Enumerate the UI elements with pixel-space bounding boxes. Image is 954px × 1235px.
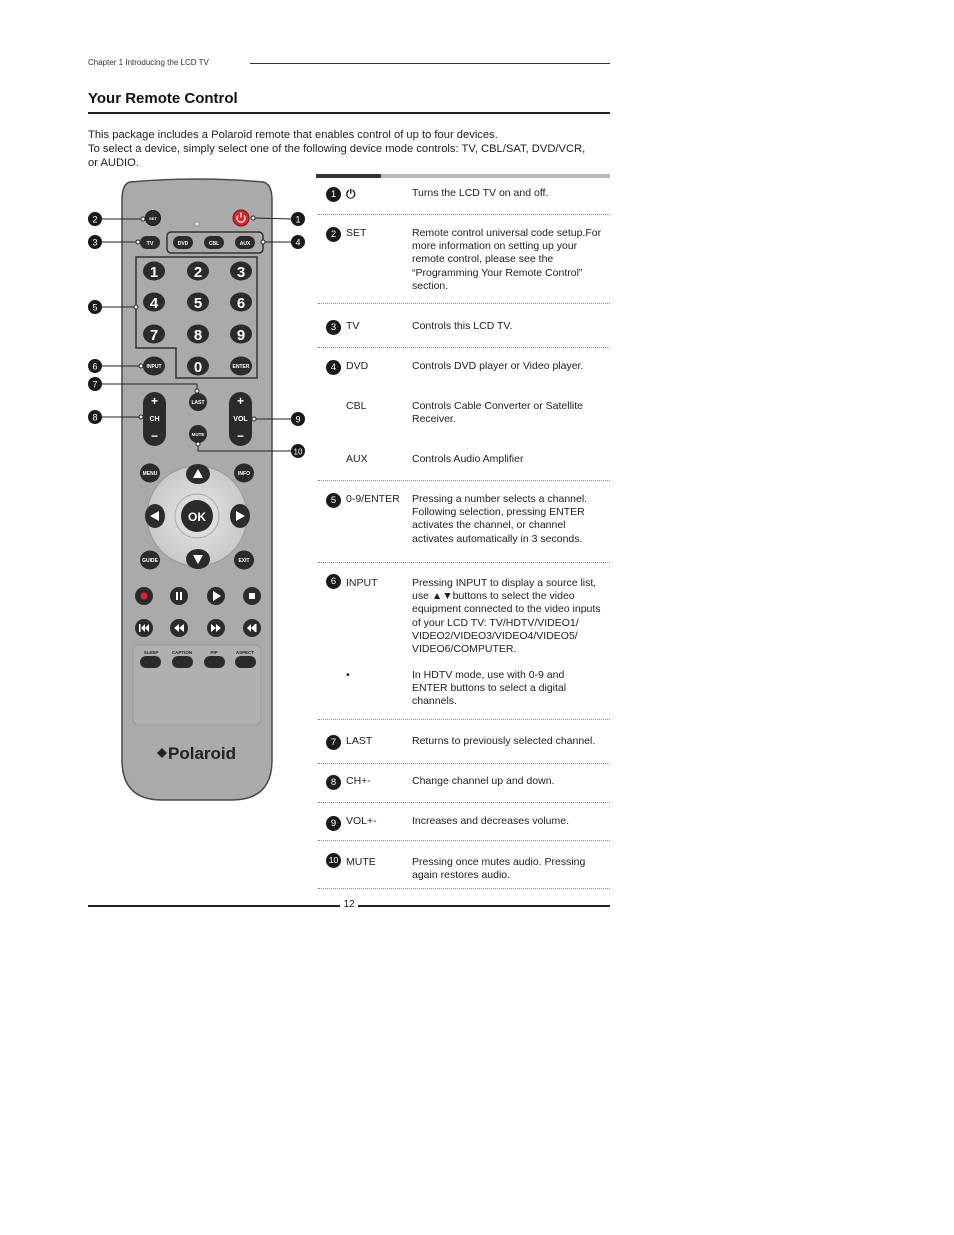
- digit-label: 7: [149, 327, 159, 344]
- power-button[interactable]: [233, 210, 249, 226]
- channel-rocker-label: CH: [149, 416, 160, 423]
- pause-button[interactable]: [170, 587, 188, 605]
- callout-3: [88, 235, 102, 249]
- row-divider: [318, 719, 610, 720]
- channel-rocker[interactable]: [143, 392, 166, 446]
- callout-9: [291, 412, 305, 426]
- intro-line: or AUDIO.: [88, 157, 139, 169]
- footer-rule-left: [88, 905, 340, 907]
- power-key-icon: ⏻: [346, 187, 356, 201]
- exit-button-label: EXIT: [238, 558, 250, 564]
- row-divider: [318, 347, 610, 348]
- row-key: CH+-: [346, 775, 371, 787]
- guide-button-label: GUIDE: [142, 558, 158, 564]
- last-button[interactable]: [189, 393, 207, 411]
- row-number-badge: 7: [326, 735, 341, 750]
- page-title: Your Remote Control: [88, 90, 238, 107]
- volume-rocker-label: VOL: [233, 416, 248, 423]
- aux-mode-button[interactable]: [235, 236, 255, 249]
- callout-4: [291, 235, 305, 249]
- input-button[interactable]: [143, 357, 165, 376]
- row-description: Controls this LCD TV.: [412, 320, 513, 332]
- row-number-badge: 10: [326, 853, 341, 868]
- volume-down-label: −: [236, 429, 245, 443]
- row-divider: [318, 802, 610, 803]
- row-divider: [318, 480, 610, 481]
- callout-9-number: 9: [295, 414, 301, 425]
- row-description: Remote control universal code setup.For more information on setting up your remote control, please see the “Programming Your Remote Control” section.: [412, 227, 602, 292]
- callout-6-number: 6: [92, 361, 98, 372]
- aspect-label: ASPECT: [235, 650, 255, 655]
- row-divider: [318, 763, 610, 764]
- channel-up-label: +: [150, 394, 159, 408]
- row-divider: [318, 214, 610, 215]
- row-key: INPUT: [346, 577, 378, 589]
- dvd-mode-label: DVD: [177, 241, 189, 247]
- row-key: LAST: [346, 735, 373, 747]
- mute-button-label: MUTE: [191, 432, 205, 437]
- sleep-label: SLEEP: [143, 650, 159, 655]
- callout-1: [291, 212, 305, 226]
- row-number-badge: 9: [326, 816, 341, 831]
- down-arrow-button[interactable]: [186, 549, 210, 569]
- pause-icon: [176, 592, 178, 600]
- stop-icon: [249, 593, 255, 599]
- volume-up-label: +: [236, 394, 245, 408]
- row-key: 0-9/ENTER: [346, 493, 400, 505]
- input-button-label: INPUT: [146, 364, 162, 370]
- row-key: DVD: [346, 360, 369, 372]
- callout-2: [88, 212, 102, 226]
- info-button[interactable]: [234, 464, 254, 483]
- menu-button[interactable]: [140, 464, 160, 483]
- pip-label: PIP: [210, 650, 218, 655]
- row-number-badge: 3: [326, 320, 341, 335]
- digit-label: 0: [193, 359, 203, 376]
- row-number-badge: 8: [326, 775, 341, 790]
- digit-label: 4: [149, 295, 159, 312]
- callout-1-number: 1: [295, 214, 301, 225]
- row-key: SET: [346, 227, 367, 239]
- set-button[interactable]: [146, 211, 161, 226]
- ok-button[interactable]: [181, 500, 213, 532]
- sleep-button[interactable]: [140, 656, 161, 668]
- digit-label: 2: [193, 264, 203, 281]
- previous-button[interactable]: [135, 619, 153, 637]
- exit-button[interactable]: [234, 551, 254, 570]
- row-description: Pressing once mutes audio. Pressing again restores audio.: [412, 856, 586, 882]
- callout-5: [88, 300, 102, 314]
- row-description: Pressing a number selects a channel. Following selection, pressing ENTER activates the channel, or channel activates automatically in 3 seconds.: [412, 493, 588, 545]
- row-description: Returns to previously selected channel.: [412, 735, 596, 747]
- row-key: AUX: [346, 453, 368, 465]
- row-description: Controls Audio Amplifier: [412, 453, 524, 465]
- row-description: Turns the LCD TV on and off.: [412, 187, 549, 199]
- intro-paragraph: [88, 128, 614, 170]
- callout-5-number: 5: [92, 302, 98, 313]
- caption-label: CAPTION: [171, 650, 193, 655]
- callout-7-number: 7: [92, 379, 98, 390]
- menu-button-label: MENU: [142, 471, 158, 477]
- row-key: TV: [346, 320, 360, 332]
- row-key: VOL+-: [346, 815, 377, 827]
- caption-button[interactable]: [172, 656, 193, 668]
- remote-control-illustration: [84, 176, 316, 806]
- intro-line: To select a device, simply select one of the following device mode controls: TV, CBL/SAT, DVD/VCR,: [88, 143, 586, 155]
- rewind-button[interactable]: [170, 619, 188, 637]
- aux-mode-label: AUX: [239, 241, 251, 247]
- callout-8: [88, 410, 102, 424]
- indicator-led: [195, 222, 199, 226]
- row-description: Change channel up and down.: [412, 775, 555, 787]
- channel-down-label: −: [150, 429, 159, 443]
- digit-label: 1: [149, 264, 159, 281]
- table-top-rule-dark: [316, 174, 381, 178]
- row-key: CBL: [346, 400, 367, 412]
- row-number-badge: 6: [326, 574, 341, 589]
- digit-label: 9: [236, 327, 246, 344]
- right-arrow-button[interactable]: [230, 504, 250, 528]
- callout-6: [88, 359, 102, 373]
- record-button[interactable]: [135, 587, 153, 605]
- digit-label: 8: [193, 327, 203, 344]
- previous-icon: [139, 624, 141, 632]
- callout-3-number: 3: [92, 237, 98, 248]
- callout-7: [88, 377, 102, 391]
- callout-10-number: 10: [293, 447, 303, 457]
- info-button-label: INFO: [238, 471, 250, 477]
- row-number-badge: 2: [326, 227, 341, 242]
- ok-button-label: OK: [188, 510, 206, 524]
- callout-2-number: 2: [92, 214, 98, 225]
- row-number-badge: 5: [326, 493, 341, 508]
- table-top-rule-light: [381, 174, 610, 178]
- row-description: Controls DVD player or Video player.: [412, 360, 584, 372]
- pip-button[interactable]: [204, 656, 225, 668]
- row-key: MUTE: [346, 856, 376, 868]
- last-button-label: LAST: [191, 400, 205, 406]
- cbl-mode-button[interactable]: [204, 236, 224, 249]
- next-button[interactable]: [243, 619, 261, 637]
- enter-button-label: ENTER: [232, 364, 250, 370]
- mute-button[interactable]: [189, 425, 207, 443]
- tv-mode-label: TV: [146, 241, 154, 247]
- intro-line: This package includes a Polaroid remote that enables control of up to four devices.: [88, 129, 498, 141]
- up-arrow-button[interactable]: [186, 464, 210, 484]
- row-number-badge: 4: [326, 360, 341, 375]
- callout-8-number: 8: [92, 412, 98, 423]
- guide-button[interactable]: [140, 551, 160, 570]
- play-button[interactable]: [207, 587, 225, 605]
- callout-4-number: 4: [295, 237, 301, 248]
- enter-button[interactable]: [230, 357, 252, 376]
- row-description: Controls Cable Converter or Satellite Receiver.: [412, 400, 583, 426]
- chapter-header: Chapter 1 Introducing the LCD TV: [88, 58, 209, 67]
- brand-logo: Polaroid: [168, 744, 237, 763]
- row-description: Increases and decreases volume.: [412, 815, 570, 827]
- row-divider: [318, 840, 610, 841]
- header-divider: [250, 63, 610, 64]
- row-description: In HDTV mode, use with 0-9 and ENTER buttons to select a digital channels.: [412, 669, 567, 708]
- set-button-label: SET: [149, 216, 157, 221]
- row-divider: [318, 888, 610, 889]
- digit-label: 3: [236, 264, 246, 281]
- record-icon: [141, 593, 148, 600]
- dvd-mode-button[interactable]: [173, 236, 193, 249]
- page-number: 12: [343, 899, 355, 910]
- row-divider: [318, 303, 610, 304]
- digit-label: 6: [236, 295, 246, 312]
- row-number-badge: 1: [326, 187, 341, 202]
- aspect-button[interactable]: [235, 656, 256, 668]
- row-divider: [318, 562, 610, 563]
- digit-label: 5: [193, 295, 203, 312]
- cbl-mode-label: CBL: [208, 241, 220, 247]
- volume-rocker[interactable]: [229, 392, 252, 446]
- footer-rule-right: [358, 905, 610, 907]
- tv-mode-button[interactable]: [140, 236, 160, 249]
- bullet: •: [346, 669, 350, 681]
- left-arrow-button[interactable]: [145, 504, 165, 528]
- row-description: Pressing INPUT to display a source list, use ▲▼buttons to select the video equipment connected to the video inputs of your LCD TV: TV/HDTV/VIDEO1/ VIDEO2/VIDEO3/VIDEO4/VIDEO5/ VIDEO6/COMPUTER.: [412, 577, 601, 656]
- title-divider: [88, 112, 610, 114]
- stop-button[interactable]: [243, 587, 261, 605]
- callout-10: [291, 444, 305, 458]
- fast-forward-button[interactable]: [207, 619, 225, 637]
